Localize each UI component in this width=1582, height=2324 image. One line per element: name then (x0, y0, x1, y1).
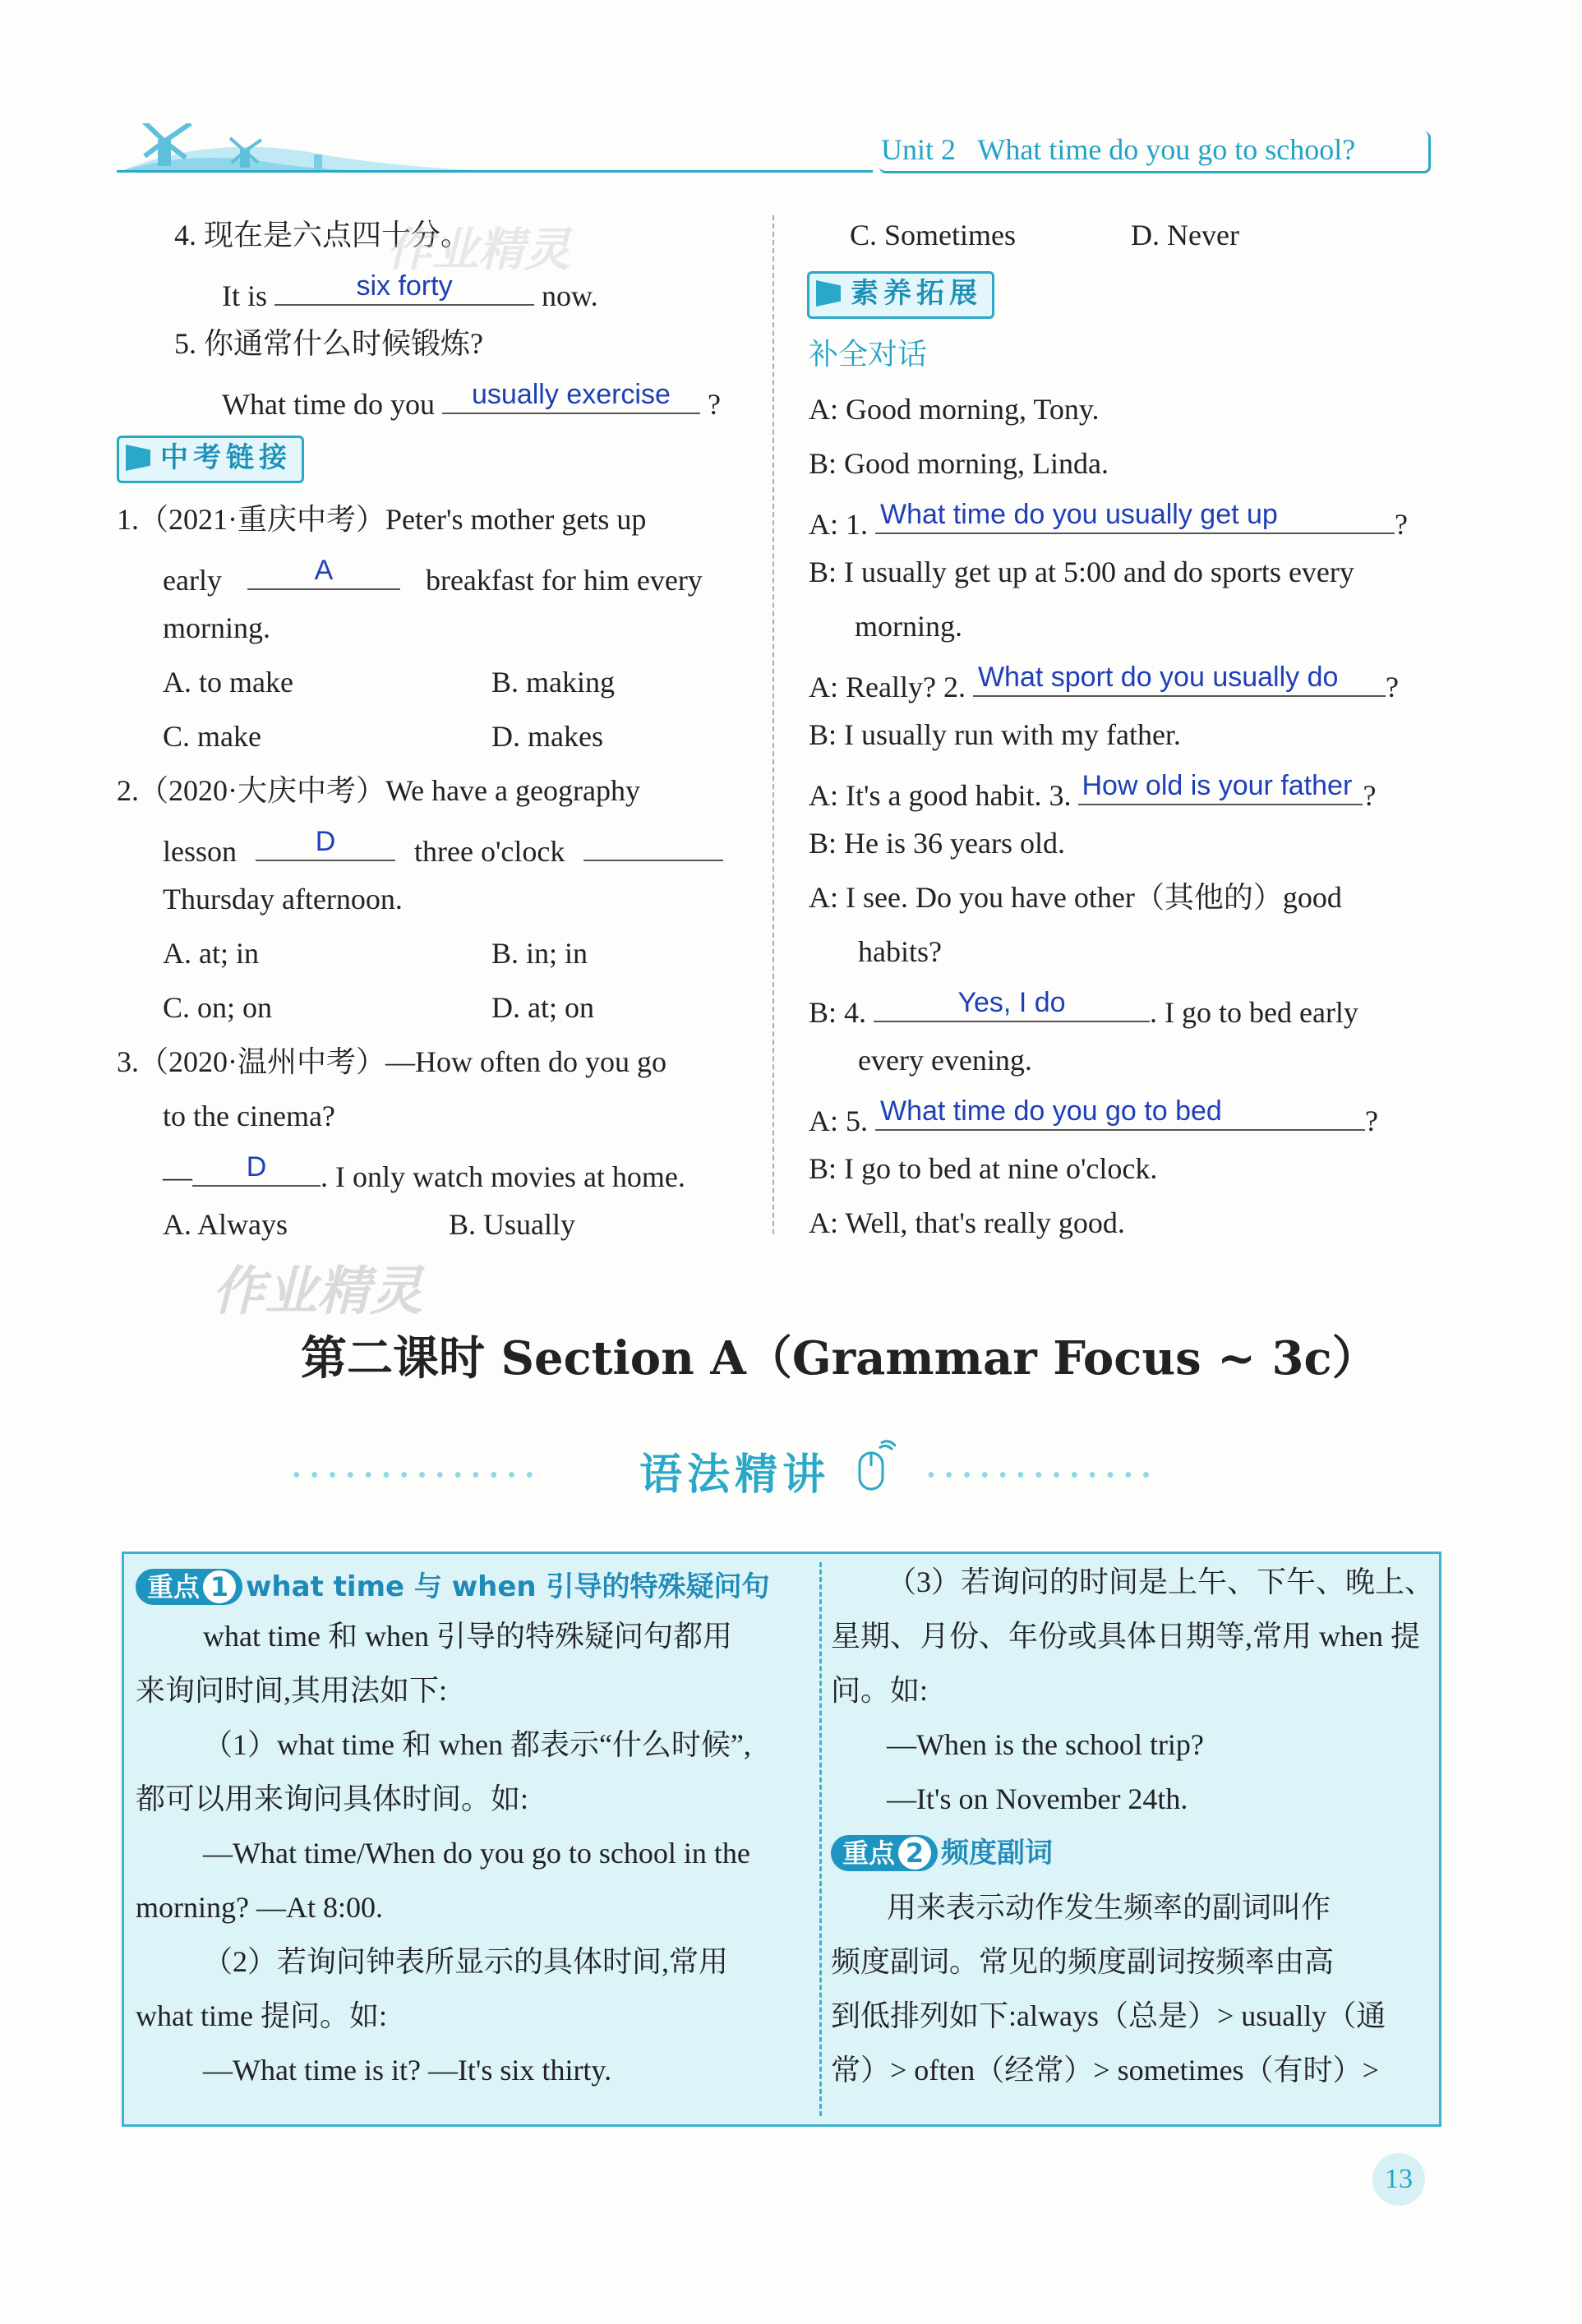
grammar-right-line-3: 问。如: (831, 1674, 929, 1707)
e2-option-b[interactable]: B. in; in (491, 937, 588, 970)
dialogue-answer-2: What sport do you usually do (977, 662, 1339, 693)
blank3-suffix: ? (1363, 779, 1377, 812)
e2-answer: D (315, 826, 336, 857)
point-2-number: 2 (898, 1837, 931, 1870)
dialogue-line-6 (809, 662, 1399, 705)
point-2-title: 频度副词 (941, 1837, 1054, 1870)
grammar-right-line-7: 频度副词。常见的频度副词按频率由高 (831, 1945, 1335, 1978)
dialogue-line-4: B: I usually get up at 5:00 and do sports every (809, 556, 1354, 588)
q4-chinese: 现在是六点四十分。 (204, 219, 471, 251)
e3-option-d[interactable]: D. Never (1131, 219, 1239, 251)
blank5-suffix: ? (1365, 1104, 1378, 1137)
e2-option-d[interactable]: D. at; on (491, 991, 594, 1024)
e2-stem-end: Thursday afternoon. (163, 883, 403, 915)
dialogue-line-10: A: I see. Do you have other（其他的）good (809, 881, 1342, 914)
blank1-suffix: ? (1395, 508, 1408, 541)
e3-blank-line (163, 1152, 685, 1195)
dialogue-blank-2[interactable] (973, 662, 1386, 697)
q5-blank[interactable] (442, 380, 700, 414)
e3-option-c[interactable]: C. Sometimes (850, 219, 1017, 251)
dialogue-blank-4[interactable] (874, 988, 1150, 1022)
dialogue-line-7: B: I usually run with my father. (809, 718, 1181, 751)
zhongkao-section-label: 中考链接 (160, 441, 292, 474)
blank2-suffix: ? (1385, 671, 1399, 703)
flag-icon (816, 280, 841, 307)
grammar-box (122, 1552, 1441, 2127)
point-1-number: 1 (203, 1570, 236, 1603)
e1-stem-end: morning. (163, 611, 270, 644)
e2-middle: three o'clock (414, 835, 565, 868)
blank3-prefix: A: It's a good habit. 3. (809, 779, 1072, 812)
dialogue-answer-4: Yes, I do (957, 987, 1066, 1018)
zhongkao-section-badge (117, 436, 304, 483)
blank4-prefix: B: 4. (809, 996, 867, 1029)
column-divider (773, 215, 774, 1234)
dialogue-line-15: B: I go to bed at nine o'clock. (809, 1152, 1158, 1185)
dialogue-line-9: B: He is 36 years old. (809, 827, 1065, 860)
e1-blank[interactable] (247, 556, 400, 590)
e1-answer: A (314, 555, 334, 586)
suyang-section-badge (807, 271, 994, 319)
e1-option-b[interactable]: B. making (491, 666, 615, 699)
e2-option-c[interactable]: C. on; on (163, 991, 273, 1024)
e3-blank[interactable] (192, 1152, 321, 1187)
grammar-right-line-4: —When is the school trip? (887, 1728, 1204, 1761)
e3-stem: 3.（2020·温州中考）—How often do you go (117, 1045, 666, 1078)
e1-option-a[interactable]: A. to make (163, 666, 293, 699)
e1-suffix: breakfast for him every (425, 564, 703, 597)
e3-option-b[interactable]: B. Usually (449, 1208, 576, 1241)
grammar-left-line-9: —What time is it? —It's six thirty. (203, 2054, 612, 2087)
e3-dash: — (163, 1160, 192, 1193)
dialogue-subhead: 补全对话 (809, 338, 928, 371)
dialogue-line-16: A: Well, that's really good. (809, 1206, 1125, 1239)
e1-prefix: early (163, 564, 222, 597)
e2-blank-2[interactable] (583, 827, 723, 861)
e3-answer: D (246, 1151, 267, 1183)
dialogue-line-14 (809, 1096, 1378, 1139)
e1-stem: 1.（2021·重庆中考）Peter's mother gets up (117, 503, 647, 536)
grammar-title: 语法精讲 (639, 1450, 831, 1500)
dialogue-blank-3[interactable] (1078, 771, 1363, 805)
q5-suffix: ? (707, 388, 721, 421)
grammar-right-line-6: 用来表示动作发生频率的副词叫作 (887, 1891, 1331, 1924)
grammar-right-line-9: 常）> often（经常）> sometimes（有时）> (831, 2054, 1379, 2087)
point-2-heading (831, 1830, 1053, 1871)
point-1-badge (136, 1569, 242, 1605)
q5-prefix: What time do you (222, 388, 435, 421)
q4-answer: six forty (356, 270, 453, 302)
dialogue-answer-1: What time do you usually get up (880, 499, 1278, 530)
q5-answer-line (222, 380, 721, 422)
e1-blank-line (163, 556, 703, 598)
grammar-right-line-2: 星期、月份、年份或具体日期等,常用 when 提 (831, 1620, 1420, 1653)
dots-left: •••••••••••••• (293, 1463, 544, 1488)
q5-line (174, 325, 483, 362)
point-1-heading (136, 1564, 769, 1605)
e3-suffix: . I only watch movies at home. (321, 1160, 685, 1193)
suyang-section-label: 素养拓展 (851, 277, 982, 310)
dialogue-blank-5[interactable] (875, 1096, 1365, 1131)
e1-option-c[interactable]: C. make (163, 720, 261, 753)
dialogue-line-12 (809, 988, 1358, 1031)
grammar-left-line-5: —What time/When do you go to school in the (203, 1837, 750, 1870)
e3-option-a[interactable]: A. Always (163, 1208, 288, 1241)
blank1-prefix: A: 1. (809, 508, 868, 541)
blank5-prefix: A: 5. (809, 1104, 868, 1137)
e2-option-a[interactable]: A. at; in (163, 937, 259, 970)
q4-suffix: now. (542, 279, 598, 312)
point-2-badge (831, 1835, 938, 1871)
blank4-suffix: . I go to bed early (1150, 996, 1358, 1029)
grammar-left-line-1: what time 和 when 引导的特殊疑问句都用 (203, 1620, 732, 1653)
page-number: 13 (1372, 2153, 1425, 2206)
grammar-right-line-1: （3）若询问的时间是上午、下午、晚上、 (887, 1565, 1435, 1598)
dialogue-line-3 (809, 500, 1408, 542)
grammar-left-line-2: 来询问时间,其用法如下: (136, 1674, 448, 1707)
dialogue-line-1: A: Good morning, Tony. (809, 393, 1100, 426)
watermark-bottom: 作业精灵 (212, 1261, 422, 1322)
q5-number: 5. (174, 327, 196, 360)
grammar-box-divider (819, 1562, 822, 2116)
header-banner (117, 123, 544, 173)
e1-option-d[interactable]: D. makes (491, 720, 603, 753)
grammar-right-line-5: —It's on November 24th. (887, 1782, 1188, 1815)
e3-stem-2: to the cinema? (163, 1100, 335, 1132)
grammar-left-line-7: （2）若询问钟表所显示的具体时间,常用 (203, 1945, 729, 1978)
dialogue-blank-1[interactable] (875, 500, 1395, 534)
header-rule (117, 170, 873, 173)
flag-icon (126, 445, 150, 471)
dots-right: ••••••••••••• (927, 1463, 1160, 1488)
e2-prefix: lesson (163, 835, 237, 868)
e2-stem: 2.（2020·大庆中考）We have a geography (117, 774, 640, 807)
mouse-icon (855, 1440, 896, 1496)
e2-blank-line (163, 827, 723, 869)
grammar-right-line-8: 到低排列如下:always（总是）> usually（通 (831, 1999, 1386, 2032)
q5-chinese: 你通常什么时候锻炼? (204, 327, 483, 360)
unit-title: Unit 2 What time do you go to school? (881, 133, 1356, 166)
dialogue-answer-5: What time do you go to bed (880, 1095, 1222, 1127)
dialogue-answer-3: How old is your father (1082, 770, 1353, 801)
e2-blank-1[interactable] (256, 827, 395, 861)
grammar-left-line-3: （1）what time 和 when 都表示“什么时候”, (203, 1728, 751, 1761)
grammar-left-line-4: 都可以用来询问具体时间。如: (136, 1782, 529, 1815)
blank2-prefix: A: Really? 2. (809, 671, 966, 703)
q4-number: 4. (174, 219, 196, 251)
point-2-badge-text: 重点 (842, 1838, 896, 1869)
point-1-title: what time 与 when 引导的特殊疑问句 (246, 1570, 770, 1603)
unit-title-box (879, 131, 1431, 173)
watermark-top: 作业精灵 (386, 224, 570, 277)
q5-answer: usually exercise (472, 379, 671, 410)
dialogue-line-8 (809, 771, 1376, 814)
point-1-badge-text: 重点 (147, 1571, 201, 1602)
grammar-left-line-8: what time 提问。如: (136, 1999, 387, 2032)
grammar-left-line-6: morning? —At 8:00. (136, 1891, 383, 1924)
q4-prefix: It is (222, 279, 268, 312)
windmill-landscape-icon (117, 123, 544, 173)
lesson-title: 第二课时 Section A（Grammar Focus ~ 3c） (301, 1331, 1378, 1386)
dialogue-line-2: B: Good morning, Linda. (809, 447, 1109, 480)
dialogue-line-11: habits? (858, 935, 942, 968)
dialogue-line-5: morning. (855, 610, 962, 643)
dialogue-line-13: every evening. (858, 1044, 1032, 1077)
